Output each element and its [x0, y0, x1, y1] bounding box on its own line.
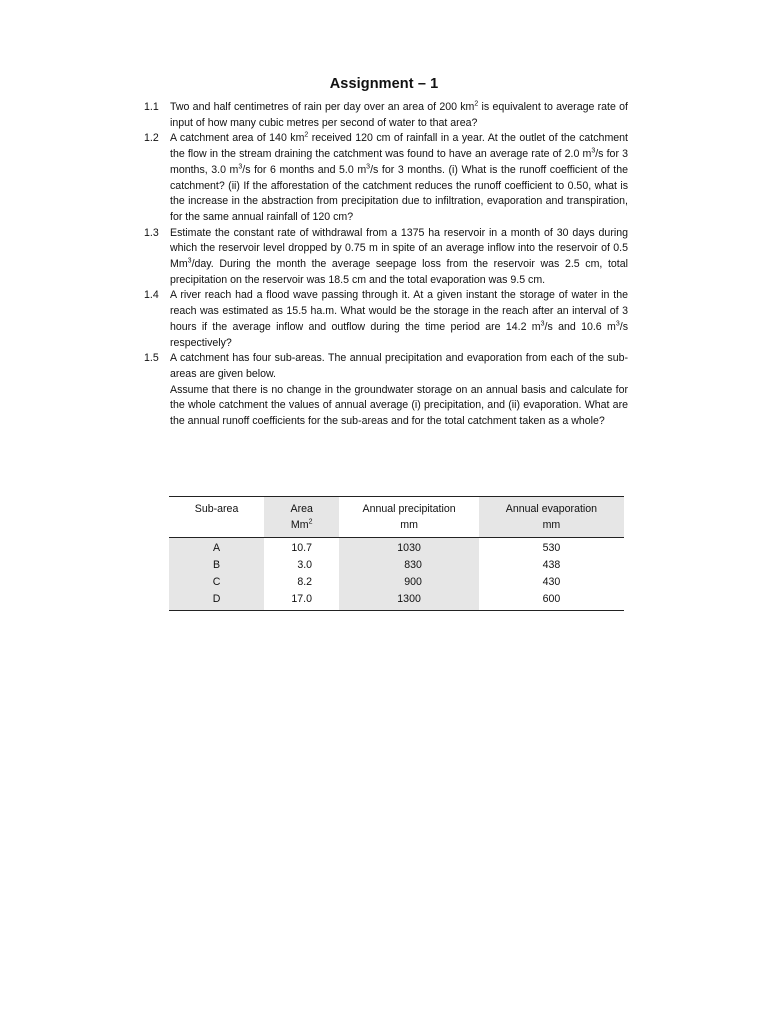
cell-area: 3.0 [297, 559, 313, 571]
problem-number: 1.4 [144, 289, 159, 302]
problem-number: 1.1 [144, 101, 159, 113]
header-precipitation: Annual precipitation mm [362, 503, 456, 531]
problem-1-5 [144, 351, 628, 430]
cell-evap: 430 [542, 576, 561, 588]
table-row [169, 557, 624, 574]
header-subarea: Sub-area [194, 503, 239, 515]
cell-area: 10.7 [291, 542, 313, 554]
cell-subarea: C [169, 574, 264, 591]
cell-precip: 1300 [339, 591, 479, 611]
problem-1-1 [144, 100, 628, 131]
problem-number: 1.3 [144, 226, 159, 239]
table-row [169, 574, 624, 591]
cell-subarea: A [169, 538, 264, 558]
problem-text: Two and half centimetres of rain per day over an area of 200 $km^2$ is equivalent to average rate of input of how many cubic metres per second of water to that area? [170, 100, 628, 129]
cell-subarea: B [169, 557, 264, 574]
header-evaporation: Annual evaporation mm [479, 497, 624, 538]
table-row [169, 591, 624, 611]
assignment-title: Assignment – 1 [329, 76, 439, 92]
subarea-table [169, 496, 624, 611]
problem-text: A catchment area of 140 $km^2$ received 120 cm of rainfall in a year. At the outlet of the catchment the flow in the stream draining the catchment was found to have an average rate of 2.0 $m^3/s$ for 3 months, 3.0 $m^3/s$ for 6 months and 5.0 $m^3/s$ for 3 months. (i) What is the runoff coefficient of the catchment? (ii) If the afforestation of the catchment reduces the runoff coefficient to 0.50, what is the increase in the abstraction from precipitation due to infiltration, evaporation and transpiration, for the same annual rainfall of 120 cm? [170, 131, 628, 223]
problem-list [144, 100, 628, 430]
cell-precip: 1030 [339, 538, 479, 558]
problem-1-3 [144, 226, 628, 289]
problem-text: A river reach had a flood wave passing through it. At a given instant the storage of water in the reach was estimated as 15.5 ha.m. What would be the storage in the reach after an interval of 3 hours if the average inflow and outflow during the time period are 14.2 $m^3/s$ and 10.6 $m^3/s$ respectively? [170, 289, 628, 349]
cell-precip: 830 [339, 557, 479, 574]
problem-number: 1.2 [144, 132, 159, 145]
problem-1-4 [144, 288, 628, 351]
problem-text: Estimate the constant rate of withdrawal from a 1375 ha reservoir in a month of 30 days during which the reservoir level dropped by 0.75 m in spite of an average inflow into the reservoir of 0.5 Mm$^3$/day. During the month the average seepage loss from the reservoir was 2.5 cm, total precipitation on the reservoir was 18.5 cm and the total evaporation was 9.5 cm. [170, 226, 628, 286]
problem-1-2 [144, 131, 628, 225]
header-area: Area Mm$^2$ [264, 497, 339, 538]
table-row [169, 538, 624, 558]
cell-subarea: D [169, 591, 264, 611]
problem-text: A catchment has four sub-areas. The annual precipitation and evaporation from each of the sub-areas are given below. Assume that there is no change in the groundwater storage on an annual basis and calculate for the whole catchment the values of annual average (i) precipitation, and (ii) evaporation. What are the annual runoff coefficients for the sub-areas and for the total catchment taken as a whole? [170, 352, 628, 428]
cell-area: 8.2 [297, 576, 313, 588]
problem-number: 1.5 [144, 352, 159, 365]
cell-area: 17.0 [291, 593, 313, 605]
cell-evap: 530 [542, 542, 561, 554]
cell-precip: 900 [339, 574, 479, 591]
table-header-row [169, 497, 624, 538]
cell-evap: 600 [542, 593, 561, 605]
cell-evap: 438 [542, 559, 561, 571]
